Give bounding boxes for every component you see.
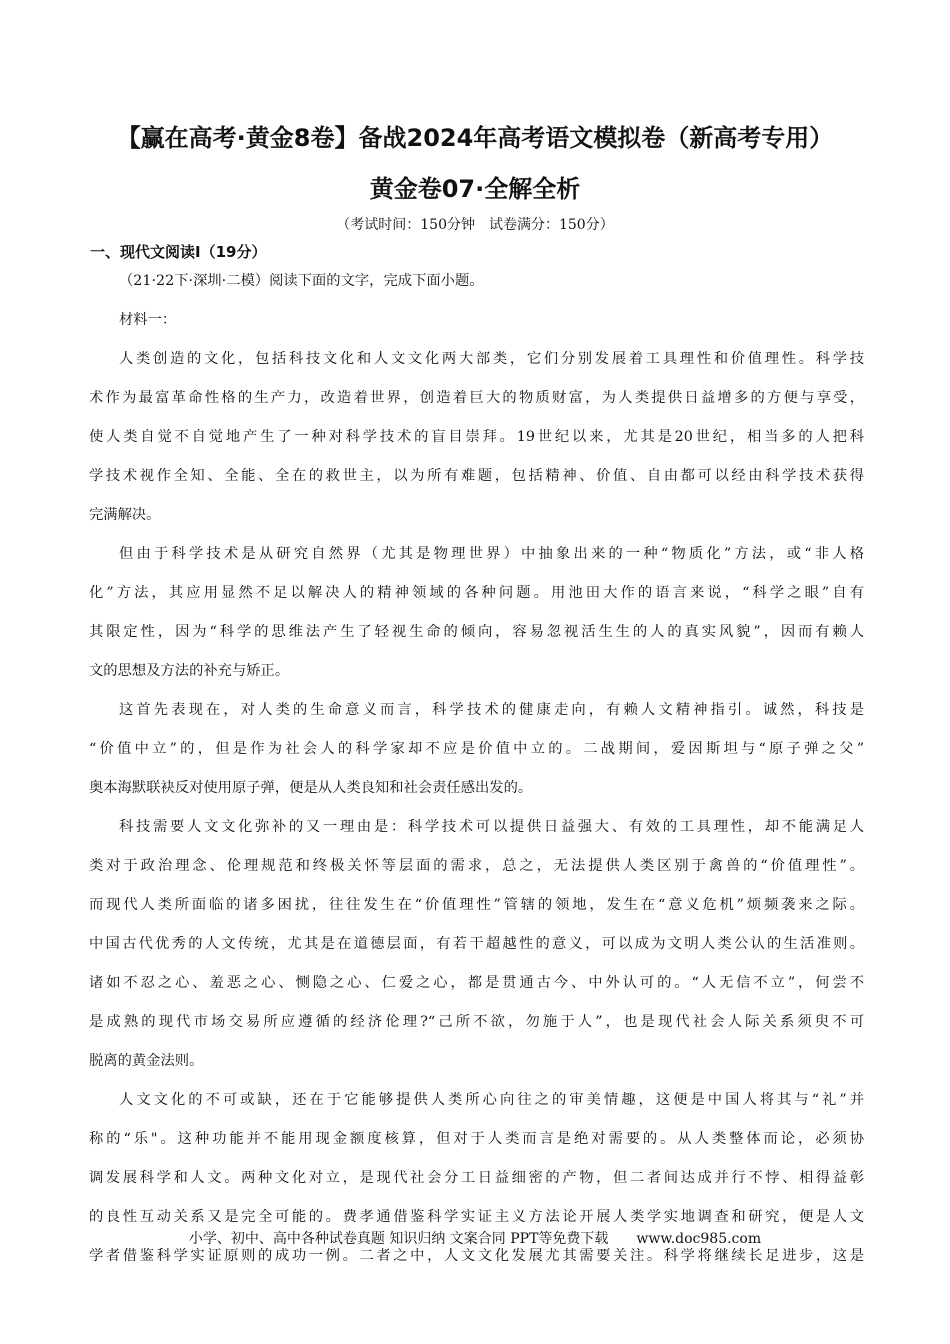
body-line: 的良性互动关系又是完全可能的。费孝通借鉴科学实证主义方法论开展人类学实地调查和研究，便是人文: [89, 1209, 864, 1225]
body-line: 中国古代优秀的人文传统，尤其是在道德层面，有若干超越性的意义，可以成为文明人类公认的生活准则。: [89, 936, 864, 952]
body-line: 奥本海默联袂反对使用原子弹，便是从人类良知和社会责任感出发的。: [89, 780, 533, 796]
body-line: 这首先表现在，对人类的生命意义而言，科学技术的健康走向，有赖人文精神指引。诚然，科技是: [119, 702, 864, 718]
body-line: 使人类自觉不自觉地产生了一种对科学技术的盲目崇拜。19世纪以来，尤其是20世纪，相当多的人把科: [89, 429, 864, 445]
body-line: 但由于科学技术是从研究自然界（尤其是物理世界）中抽象出来的一种“物质化”方法，或“非人格: [119, 546, 864, 562]
section-heading: 一、现代文阅读Ⅰ（19分）: [90, 243, 267, 261]
page-subtitle: 黄金卷07·全解全析: [369, 175, 581, 203]
body-line: 文的思想及方法的补充与矫正。: [89, 663, 290, 679]
body-line: 类对于政治理念、伦理规范和终极关怀等层面的需求，总之，无法提供人类区别于禽兽的“价值理性”。: [89, 858, 864, 874]
exam-info: （考试时间：150分钟 试卷满分：150分）: [336, 217, 614, 233]
page-footer: 小学、初中、高中各种试卷真题 知识归纳 文案合同 PPT等免费下载 www.doc985.com: [188, 1231, 762, 1247]
passage-body: [89, 262, 864, 1276]
body-line: 称的“乐"。这种功能并不能用现金额度核算，但对于人类而言是绝对需要的。从人类整体而论，必须协: [89, 1131, 864, 1147]
body-line: 调发展科学和人文。两种文化对立，是现代社会分工日益细密的产物，但二者间达成并行不悖、相得益彰: [89, 1170, 864, 1186]
body-line: 学技术视作全知、全能、全在的救世主，以为所有难题，包括精神、价值、自由都可以经由科学技术获得: [89, 468, 864, 484]
page-title: 【赢在高考·黄金8卷】备战2024年高考语文模拟卷（新高考专用）: [116, 124, 834, 152]
body-line: （21·22下·深圳·二模）阅读下面的文字，完成下面小题。: [119, 273, 484, 289]
body-line: 人文文化的不可或缺，还在于它能够提供人类所心向往之的审美情趣，这便是中国人将其与“礼”并: [119, 1092, 864, 1108]
body-line: 人类创造的文化，包括科技文化和人文文化两大部类，它们分别发展着工具理性和价值理性。科学技: [119, 351, 864, 367]
body-line: 完满解决。: [89, 507, 161, 523]
body-line: 诸如不忍之心、羞恶之心、恻隐之心、仁爱之心，都是贯通古今、中外认可的。“人无信不立”，何尝不: [89, 975, 864, 991]
body-line: 是成熟的现代市场交易所应遵循的经济伦理?“己所不欲，勿施于人”，也是现代社会人际关系须臾不可: [89, 1014, 864, 1030]
body-line: 术作为最富革命性格的生产力，改造着世界，创造着巨大的物质财富，为人类提供日益增多的方便与享受，: [89, 390, 864, 406]
body-line: 而现代人类所面临的诸多困扰，往往发生在“价值理性”管辖的领地，发生在“意义危机”烦频袭来之际。: [89, 897, 864, 913]
body-line: “价值中立”的，但是作为社会人的科学家却不应是价值中立的。二战期间，爱因斯坦与“原子弹之父”: [89, 741, 864, 757]
body-line: 科技需要人文文化弥补的又一理由是：科学技术可以提供日益强大、有效的工具理性，却不能满足人: [119, 819, 864, 835]
body-line: 化”方法，其应用显然不足以解决人的精神领域的各种问题。用池田大作的语言来说，“科学之眼”自有: [89, 585, 864, 601]
body-line: 其限定性，因为“科学的思维法产生了轻视生命的倾向，容易忽视活生生的人的真实风貌”，因而有赖人: [89, 624, 864, 640]
body-line: 材料一：: [119, 312, 177, 328]
body-line: 脱离的黄金法则。: [89, 1053, 204, 1069]
body-line: 学者借鉴科学实证原则的成功一例。二者之中，人文文化发展尤其需要关注。科学将继续长足进步，这是: [89, 1248, 864, 1264]
